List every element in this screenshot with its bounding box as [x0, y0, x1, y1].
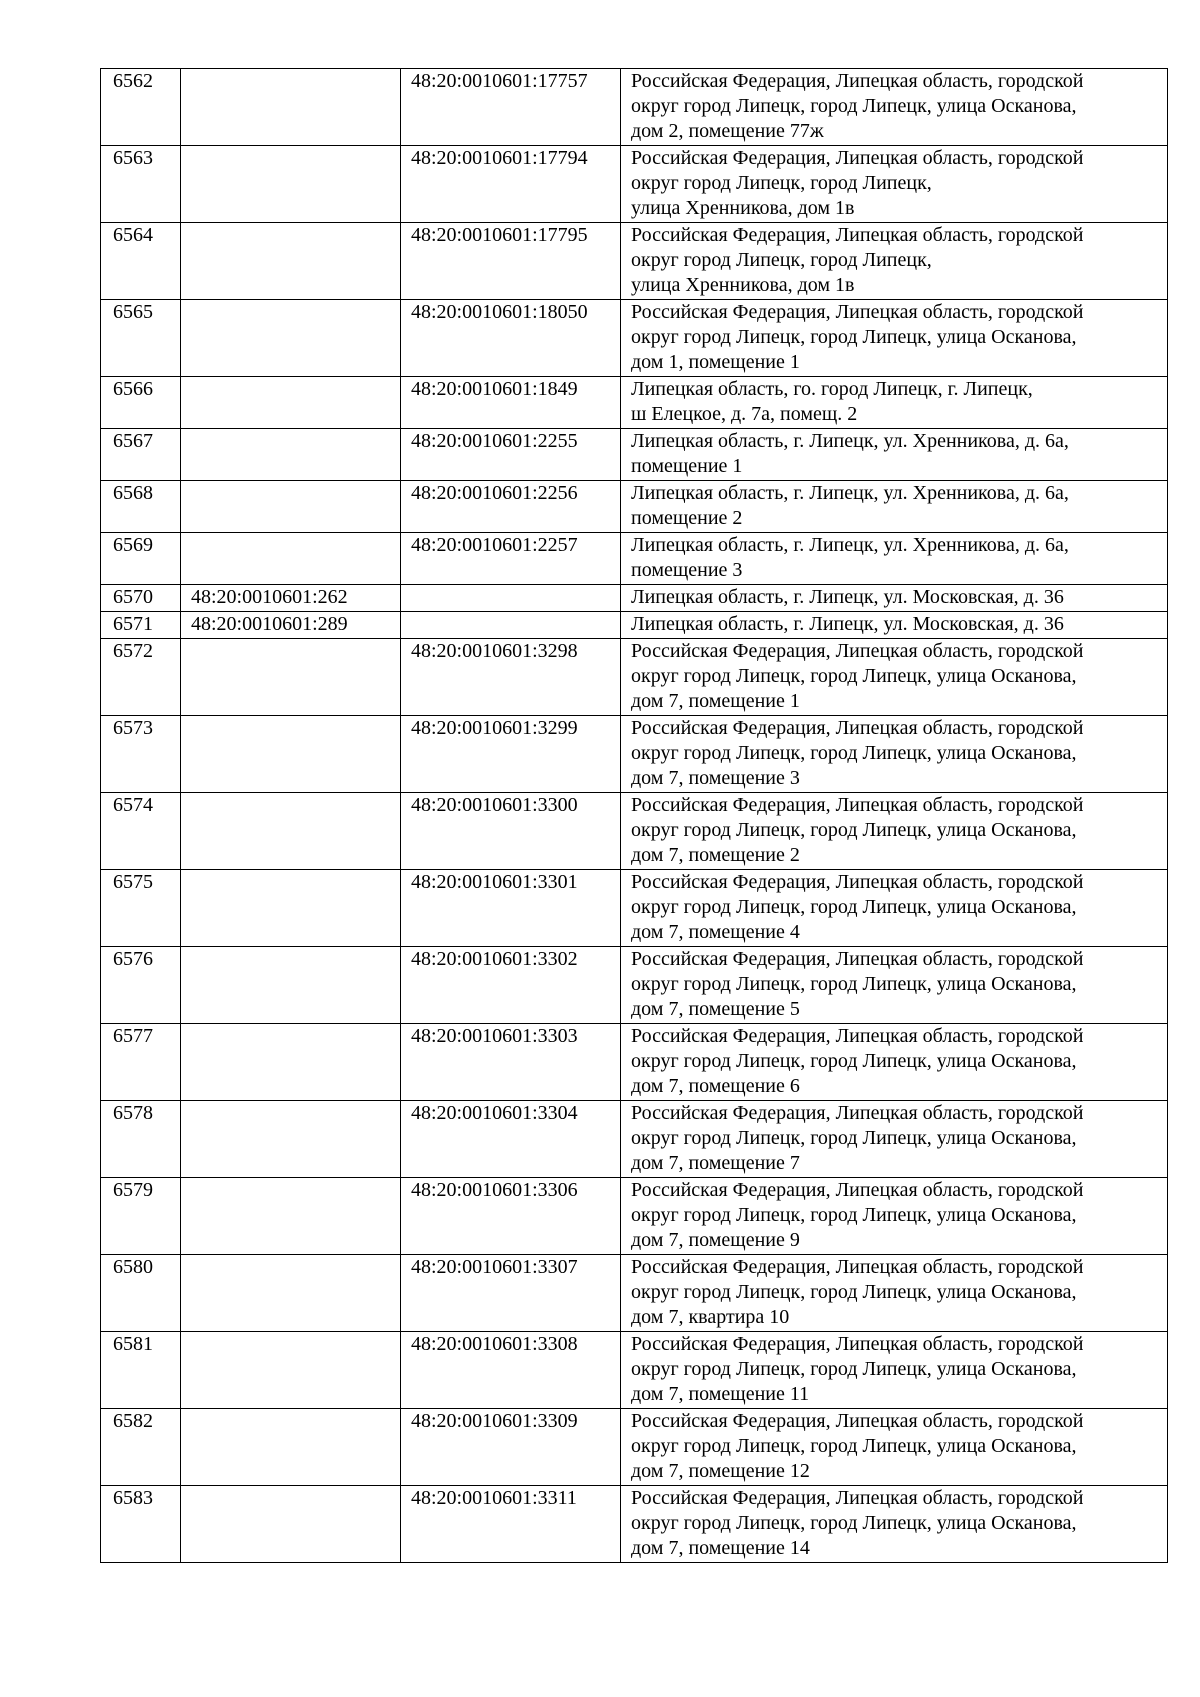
- table-row: [101, 377, 1168, 429]
- row-number: 6576: [101, 947, 181, 1024]
- land-cadastral-number: [181, 69, 401, 146]
- object-cadastral-number: 48:20:0010601:3309: [401, 1409, 621, 1486]
- object-cadastral-number: 48:20:0010601:3311: [401, 1486, 621, 1563]
- object-cadastral-number: 48:20:0010601:2255: [401, 429, 621, 481]
- object-cadastral-number: 48:20:0010601:2256: [401, 481, 621, 533]
- address: Российская Федерация, Липецкая область, городской округ город Липецк, город Липецк, улица Осканова, дом 7, помещение 5: [621, 947, 1168, 1024]
- table-row: [101, 870, 1168, 947]
- row-number: 6571: [101, 612, 181, 639]
- table-body: [101, 69, 1168, 1563]
- object-cadastral-number: 48:20:0010601:3302: [401, 947, 621, 1024]
- address: Российская Федерация, Липецкая область, городской округ город Липецк, город Липецк, улица Осканова, дом 7, помещение 9: [621, 1178, 1168, 1255]
- table-row: [101, 585, 1168, 612]
- address: Липецкая область, г. Липецк, ул. Хренникова, д. 6а, помещение 1: [621, 429, 1168, 481]
- land-cadastral-number: [181, 793, 401, 870]
- address: Российская Федерация, Липецкая область, городской округ город Липецк, город Липецк, улица Осканова, дом 1, помещение 1: [621, 300, 1168, 377]
- land-cadastral-number: [181, 300, 401, 377]
- address: Липецкая область, г. Липецк, ул. Московская, д. 36: [621, 585, 1168, 612]
- land-cadastral-number: 48:20:0010601:289: [181, 612, 401, 639]
- address: Российская Федерация, Липецкая область, городской округ город Липецк, город Липецк, улица Хренникова, дом 1в: [621, 223, 1168, 300]
- row-number: 6563: [101, 146, 181, 223]
- row-number: 6564: [101, 223, 181, 300]
- row-number: 6573: [101, 716, 181, 793]
- row-number: 6580: [101, 1255, 181, 1332]
- table-row: [101, 533, 1168, 585]
- row-number: 6583: [101, 1486, 181, 1563]
- row-number: 6568: [101, 481, 181, 533]
- land-cadastral-number: [181, 533, 401, 585]
- land-cadastral-number: [181, 947, 401, 1024]
- table-row: [101, 1178, 1168, 1255]
- land-cadastral-number: [181, 1178, 401, 1255]
- row-number: 6581: [101, 1332, 181, 1409]
- object-cadastral-number: [401, 612, 621, 639]
- address: Российская Федерация, Липецкая область, городской округ город Липецк, город Липецк, улица Осканова, дом 2, помещение 77ж: [621, 69, 1168, 146]
- row-number: 6575: [101, 870, 181, 947]
- table-row: [101, 716, 1168, 793]
- object-cadastral-number: 48:20:0010601:17757: [401, 69, 621, 146]
- land-cadastral-number: [181, 429, 401, 481]
- land-cadastral-number: [181, 1255, 401, 1332]
- object-cadastral-number: 48:20:0010601:2257: [401, 533, 621, 585]
- object-cadastral-number: 48:20:0010601:3299: [401, 716, 621, 793]
- row-number: 6579: [101, 1178, 181, 1255]
- table-row: [101, 429, 1168, 481]
- land-cadastral-number: [181, 1409, 401, 1486]
- table-row: [101, 793, 1168, 870]
- table-row: [101, 1486, 1168, 1563]
- land-cadastral-number: [181, 481, 401, 533]
- land-cadastral-number: [181, 1486, 401, 1563]
- row-number: 6562: [101, 69, 181, 146]
- table-row: [101, 481, 1168, 533]
- table-row: [101, 947, 1168, 1024]
- object-cadastral-number: 48:20:0010601:18050: [401, 300, 621, 377]
- address: Российская Федерация, Липецкая область, городской округ город Липецк, город Липецк, улица Осканова, дом 7, помещение 4: [621, 870, 1168, 947]
- cadastral-table: [100, 68, 1168, 1563]
- address: Липецкая область, го. город Липецк, г. Липецк, ш Елецкое, д. 7а, помещ. 2: [621, 377, 1168, 429]
- object-cadastral-number: 48:20:0010601:3300: [401, 793, 621, 870]
- object-cadastral-number: 48:20:0010601:3303: [401, 1024, 621, 1101]
- address: Российская Федерация, Липецкая область, городской округ город Липецк, город Липецк, улица Осканова, дом 7, помещение 6: [621, 1024, 1168, 1101]
- object-cadastral-number: 48:20:0010601:17794: [401, 146, 621, 223]
- address: Российская Федерация, Липецкая область, городской округ город Липецк, город Липецк, улица Осканова, дом 7, помещение 1: [621, 639, 1168, 716]
- object-cadastral-number: 48:20:0010601:3301: [401, 870, 621, 947]
- table-row: [101, 1024, 1168, 1101]
- object-cadastral-number: 48:20:0010601:3307: [401, 1255, 621, 1332]
- object-cadastral-number: 48:20:0010601:17795: [401, 223, 621, 300]
- land-cadastral-number: [181, 146, 401, 223]
- address: Российская Федерация, Липецкая область, городской округ город Липецк, город Липецк, улица Осканова, дом 7, помещение 2: [621, 793, 1168, 870]
- row-number: 6570: [101, 585, 181, 612]
- land-cadastral-number: [181, 223, 401, 300]
- address: Российская Федерация, Липецкая область, городской округ город Липецк, город Липецк, улица Осканова, дом 7, помещение 14: [621, 1486, 1168, 1563]
- table-row: [101, 69, 1168, 146]
- address: Российская Федерация, Липецкая область, городской округ город Липецк, город Липецк, улица Осканова, дом 7, помещение 11: [621, 1332, 1168, 1409]
- land-cadastral-number: [181, 1024, 401, 1101]
- row-number: 6574: [101, 793, 181, 870]
- object-cadastral-number: 48:20:0010601:3298: [401, 639, 621, 716]
- address: Липецкая область, г. Липецк, ул. Московская, д. 36: [621, 612, 1168, 639]
- table-row: [101, 1409, 1168, 1486]
- table-row: [101, 639, 1168, 716]
- object-cadastral-number: 48:20:0010601:1849: [401, 377, 621, 429]
- table-row: [101, 612, 1168, 639]
- land-cadastral-number: 48:20:0010601:262: [181, 585, 401, 612]
- address: Липецкая область, г. Липецк, ул. Хренникова, д. 6а, помещение 2: [621, 481, 1168, 533]
- row-number: 6577: [101, 1024, 181, 1101]
- row-number: 6565: [101, 300, 181, 377]
- row-number: 6582: [101, 1409, 181, 1486]
- object-cadastral-number: 48:20:0010601:3308: [401, 1332, 621, 1409]
- table-row: [101, 1255, 1168, 1332]
- address: Липецкая область, г. Липецк, ул. Хренникова, д. 6а, помещение 3: [621, 533, 1168, 585]
- address: Российская Федерация, Липецкая область, городской округ город Липецк, город Липецк, улица Осканова, дом 7, помещение 12: [621, 1409, 1168, 1486]
- land-cadastral-number: [181, 716, 401, 793]
- address: Российская Федерация, Липецкая область, городской округ город Липецк, город Липецк, улица Осканова, дом 7, помещение 7: [621, 1101, 1168, 1178]
- row-number: 6572: [101, 639, 181, 716]
- address: Российская Федерация, Липецкая область, городской округ город Липецк, город Липецк, улица Осканова, дом 7, помещение 3: [621, 716, 1168, 793]
- address: Российская Федерация, Липецкая область, городской округ город Липецк, город Липецк, улица Хренникова, дом 1в: [621, 146, 1168, 223]
- table-row: [101, 146, 1168, 223]
- land-cadastral-number: [181, 639, 401, 716]
- land-cadastral-number: [181, 1101, 401, 1178]
- row-number: 6569: [101, 533, 181, 585]
- row-number: 6578: [101, 1101, 181, 1178]
- land-cadastral-number: [181, 870, 401, 947]
- table-row: [101, 1332, 1168, 1409]
- row-number: 6567: [101, 429, 181, 481]
- object-cadastral-number: 48:20:0010601:3304: [401, 1101, 621, 1178]
- table-row: [101, 300, 1168, 377]
- address: Российская Федерация, Липецкая область, городской округ город Липецк, город Липецк, улица Осканова, дом 7, квартира 10: [621, 1255, 1168, 1332]
- land-cadastral-number: [181, 1332, 401, 1409]
- land-cadastral-number: [181, 377, 401, 429]
- table-row: [101, 223, 1168, 300]
- table-row: [101, 1101, 1168, 1178]
- row-number: 6566: [101, 377, 181, 429]
- object-cadastral-number: [401, 585, 621, 612]
- object-cadastral-number: 48:20:0010601:3306: [401, 1178, 621, 1255]
